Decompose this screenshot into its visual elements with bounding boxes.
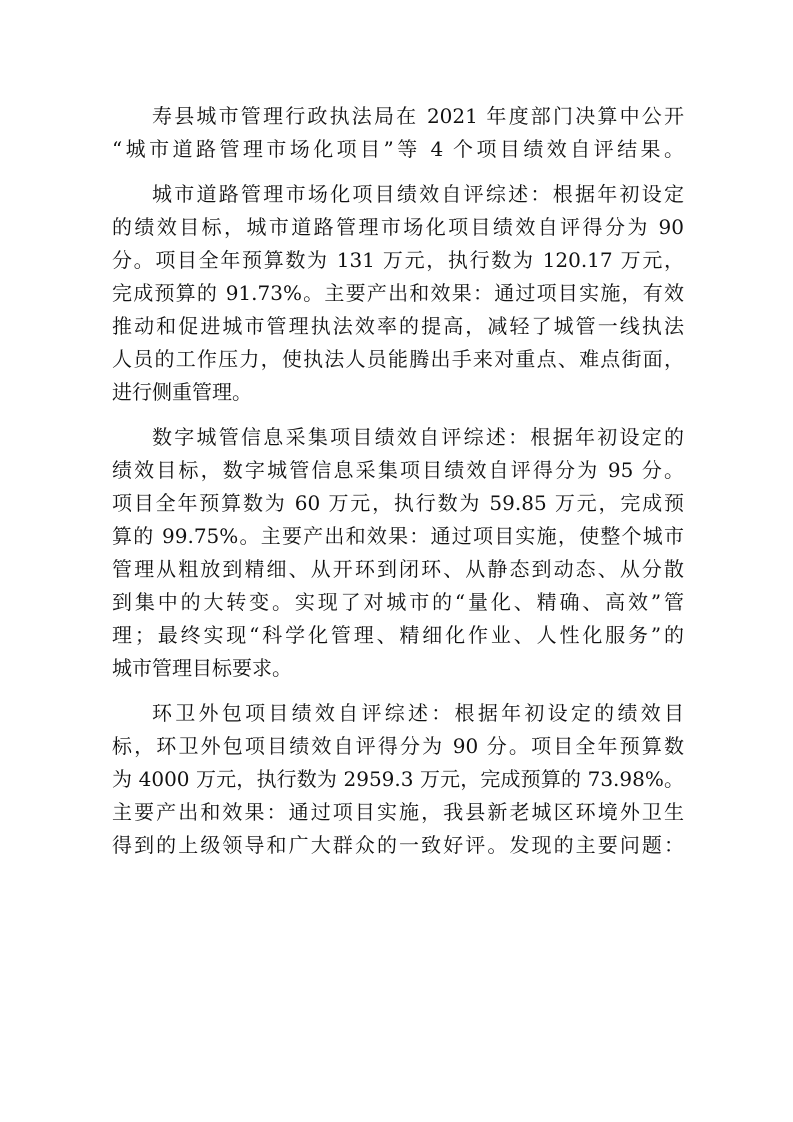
text-line: 城市道路管理市场化项目绩效自评综述：根据年初设定 (152, 182, 684, 206)
text-line: 标，环卫外包项目绩效自评得分为 90 分。项目全年预算数 (112, 734, 684, 758)
text-line: 数字城管信息采集项目绩效自评综述：根据年初设定的 (152, 425, 684, 449)
text-line: 寿县城市管理行政执法局在 2021 年度部门决算中公开 (152, 104, 684, 128)
text-line: 分。项目全年预算数为 131 万元，执行数为 120.17 万元， (112, 248, 684, 272)
text-line: “城市道路管理市场化项目”等 4 个项目绩效自评结果。 (112, 137, 684, 161)
text-line: 为 4000 万元，执行数为 2959.3 万元，完成预算的 73.98%。 (112, 767, 684, 791)
text-line: 算的 99.75%。主要产出和效果：通过项目实施，使整个城市 (112, 524, 684, 548)
text-line: 到集中的大转变。实现了对城市的“量化、精确、高效”管 (112, 590, 684, 614)
text-line: 完成预算的 91.73%。主要产出和效果：通过项目实施，有效 (112, 281, 684, 305)
text-line: 人员的工作压力，使执法人员能腾出手来对重点、难点街面， (112, 347, 684, 371)
paragraph-sanitation (112, 697, 684, 862)
text-line: 环卫外包项目绩效自评综述：根据年初设定的绩效目 (152, 701, 684, 725)
document-body (112, 100, 684, 874)
text-line: 理；最终实现“科学化管理、精细化作业、人性化服务”的 (112, 623, 684, 647)
paragraph-digital-info (112, 421, 684, 685)
paragraph-urban-road (112, 178, 684, 409)
text-line: 主要产出和效果：通过项目实施，我县新老城区环境外卫生 (112, 800, 684, 824)
text-line: 城市管理目标要求。 (112, 656, 292, 680)
text-line: 得到的上级领导和广大群众的一致好评。发现的主要问题： (112, 833, 684, 857)
text-line: 进行侧重管理。 (112, 380, 252, 404)
text-line: 的绩效目标，城市道路管理市场化项目绩效自评得分为 90 (112, 215, 684, 239)
text-line: 推动和促进城市管理执法效率的提高，减轻了城管一线执法 (112, 314, 684, 338)
paragraph-intro (112, 100, 684, 166)
text-line: 项目全年预算数为 60 万元，执行数为 59.85 万元，完成预 (112, 491, 684, 515)
text-line: 绩效目标，数字城管信息采集项目绩效自评得分为 95 分。 (112, 458, 684, 482)
text-line: 管理从粗放到精细、从开环到闭环、从静态到动态、从分散 (112, 557, 684, 581)
